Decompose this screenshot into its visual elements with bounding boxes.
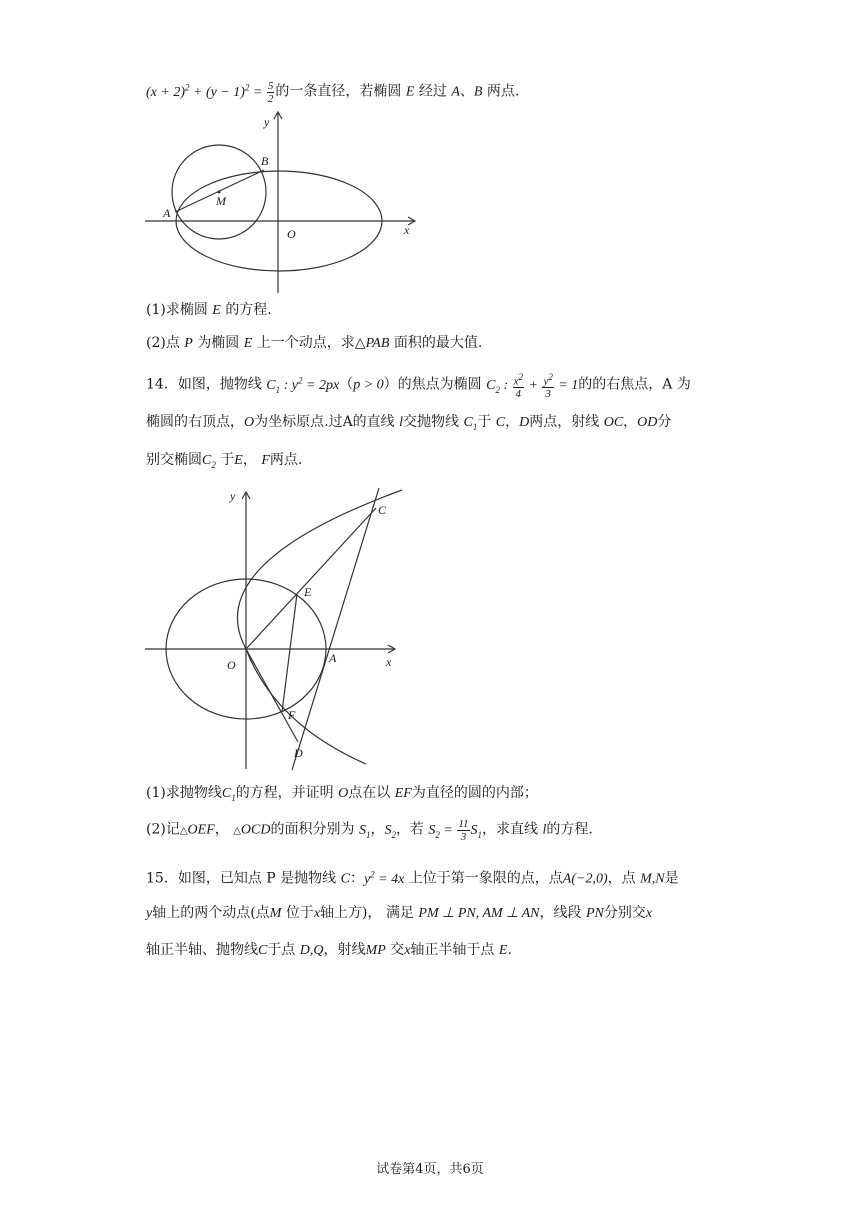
q13-part1: (1)求椭圆 E 的方程. xyxy=(146,302,272,318)
q14-part2: (2)记△OEF， △OCD的面积分别为 $S_1$，$S_2$，若 $S_2$ = $\frac{11}{3}$ $S_1$，求直线 l的方程. xyxy=(146,818,593,843)
label-C: C xyxy=(378,503,387,517)
q14-line1: 14．如图，抛物线 $C_1$ : $y^2 = 2px(p > 0)$的焦点为椭圆 $C_2$ : $\frac{x^2}{4}$ + $\frac{y^2}{3}$ = 1的的右焦点，A 为 xyxy=(146,371,691,401)
ray-OC xyxy=(246,508,376,649)
q14-line2: 椭圆的右顶点，O为坐标原点.过A的直线 l交抛物线 $C_1$于 C，D两点，射线 OC，OD分 xyxy=(146,414,672,432)
q15-line3: 轴正半轴、抛物线C于点 D,Q，射线MP 交x轴正半轴于点 E. xyxy=(146,942,512,958)
ray-OD xyxy=(246,649,298,742)
label-x: x xyxy=(404,223,410,237)
label-O: O xyxy=(287,227,296,241)
parabola-C1 xyxy=(237,490,402,764)
label-D: D xyxy=(294,746,303,760)
ellipse-circle-figure xyxy=(140,108,430,298)
q13-part2: (2)点 P 为椭圆 E 上一个动点，求△PAB 面积的最大值. xyxy=(146,335,483,351)
label-x: x xyxy=(386,655,392,669)
page-footer: 试卷第4页，共6页 xyxy=(376,1162,484,1177)
segment-EF xyxy=(282,594,297,712)
label-B: B xyxy=(261,154,269,168)
label-O: O xyxy=(227,658,236,672)
parabola-C1-equation: $C_1$ : $y^2 = 2px$ xyxy=(266,375,340,395)
label-M: M xyxy=(216,194,226,208)
point-A-coordinates: A(−2,0) xyxy=(562,871,608,887)
label-y: y xyxy=(264,115,270,129)
intro-line: $(x + 2)^2 + (y - 1)^2$ = $\frac{5}{2}$ 的一条直径，若椭圆 E 经过 A、B 两点. xyxy=(146,79,520,105)
label-A: A xyxy=(163,206,171,220)
perpendicular-conditions: PM ⊥ PN, AM ⊥ AN xyxy=(418,906,540,921)
p-condition: p > 0 xyxy=(353,377,384,393)
q15-line1: 15．如图，已知点 P 是抛物线 C：$y^2 = 4x$ 上位于第一象限的点，点A(−2,0)，点 M,N是 xyxy=(146,869,679,887)
label-y: y xyxy=(230,489,236,503)
ellipse-C2-equation: $C_2$ : $\frac{x^2}{4}$ + $\frac{y^2}{3}$ = 1 xyxy=(486,371,579,401)
parabola-C-equation: $y^2 = 4x$ xyxy=(363,869,405,887)
parabola-ellipse-figure xyxy=(140,484,410,772)
label-E: E xyxy=(304,585,312,599)
label-F: F xyxy=(288,708,296,722)
q14-part1: (1)求抛物线$C_1$的方程，并证明 O点在以 EF为直径的圆的内部； xyxy=(146,785,538,803)
q14-line3: 别交椭圆$C_2$ 于E， F两点. xyxy=(146,452,303,470)
area-ratio-equation: $S_2$ = $\frac{11}{3}$ $S_1$ xyxy=(428,818,483,843)
line-l xyxy=(292,488,379,770)
q15-line2: y轴上的两个动点(点M 位于x轴上方)， 满足 PM ⊥ PN, AM ⊥ AN，线段 PN分别交x xyxy=(146,905,653,921)
label-A: A xyxy=(329,651,337,665)
circle-equation: $(x + 2)^2 + (y - 1)^2$ = $\frac{5}{2}$ xyxy=(146,79,274,105)
